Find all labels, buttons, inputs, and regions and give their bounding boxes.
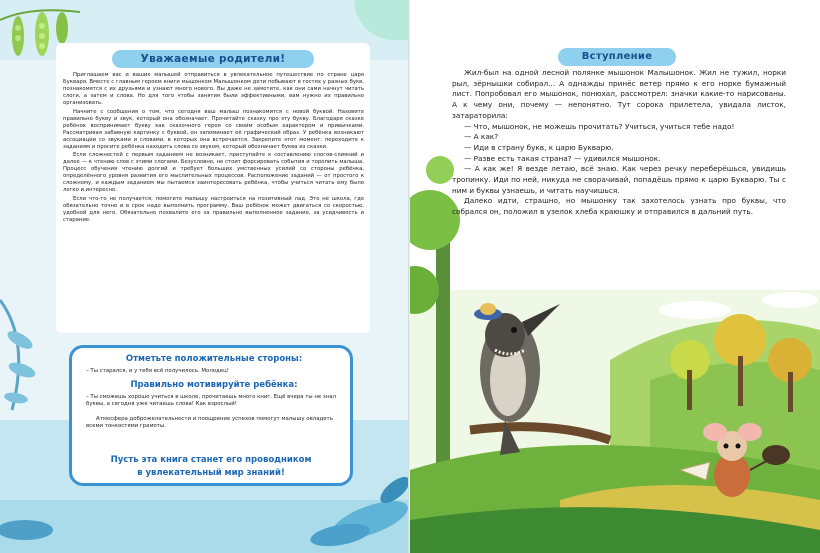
tip-text-atmosphere: Атмосфера доброжелательности и поощрение успехов помогут малышу овладеть всеми тонкостями грамоты. [86, 416, 333, 429]
story-paragraph: — А как же! Я везде летаю, всё знаю. Как через речку переберёшься, увидишь тропинку. Иди по ней, никуда не сворачивай, попадёшь прямо к царю Букварю. Ты с ним и буквы узнаешь, и читать научишься. [452, 164, 786, 195]
story-paragraph: — Иди в страну букв, к царю Букварю. [464, 142, 614, 152]
story-paragraph: — А как? [464, 132, 499, 142]
story-paragraph: Далеко идти, страшно, но мышонку так захотелось узнать про буквы, что собрался он, положил в узелок хлеба краюшку и отправился в дальний путь. [452, 196, 786, 217]
paragraph: Приглашаем вас и ваших малышей отправиться в увлекательное путешествие по стране царя Букваря. Вместе с главным героем книги мышонком Малышонком дети побывают в гостях у разных букв, познакомятся с их друзьями и узнают много нового. Вы даже не заметите, как они сами начнут читать слоги, а затем и слова. Но для того чтобы занятия были эффективными, вам нужно их правильно организовать. [63, 72, 364, 106]
right-page [410, 0, 820, 553]
story-paragraph: — Что, мышонок, не можешь прочитать? Учиться, учиться тебе надо! [464, 121, 735, 131]
tip-text-motivate: – Ты сможешь хорошо учиться в школе, прочитаешь много книг. Ещё вчера ты не знал буквы, а сегодня уже читаешь слова! Как взрослый! [86, 394, 337, 407]
paragraph: Начните с сообщения о том, что сегодня ваш малыш познакомится с новой буквой. Назовите правильно букву и звук, который она обозначает. Прочитайте сказку про эту букву. Благодаря сказке ребёнок воспринимает букву как сказочного героя со своим особым характером и привычками. Рассматривая забавную картинку с буквой, он запоминает её графический образ. У ребёнка возникают ассоциации со звуками и словами, в которых она встречается. Закрепите этот момент: переходите к заданиям и просите ребёнка находить слова со звуком, который обозначает буква из сказки. [63, 108, 364, 150]
tip-text-praise: – Ты старался, и у тебя всё получилось. Молодец! [86, 368, 229, 374]
tip-heading-motivate: Правильно мотивируйте ребёнка: [130, 380, 298, 390]
story-paragraph: — Разве есть такая страна? — удивился мышонок. [464, 153, 661, 163]
story-paragraph: Жил-был на одной лесной полянке мышонок Малышонок. Жил не тужил, норки рыл, зёрнышки собирал... А однажды принёс ветер прямо к его норке бумажный лист. Попробовал его мышонок, понюхал, рассмотрел: значки какие-то нарисованы. А к чему они, почему — непонятно. Тут сорока прилетела, увидала листок, затараторила: [452, 68, 786, 120]
story-text [452, 68, 786, 218]
leaf-decoration-left [0, 150, 60, 553]
left-body-text [63, 72, 364, 225]
closing-line-2: в увлекательный мир знаний! [137, 468, 285, 478]
closing-slogan [70, 454, 352, 480]
paragraph: Если что-то не получается, помогите малышу настроиться на позитивный лад. Это не школа, где обязательно точно и в срок надо выполнить программу. Ваш ребёнок может двигаться со скоростью, удобной для него. Обязательно похвалите его за правильно выполненное задание, за усидчивость и старание. [63, 195, 364, 223]
tip-heading-positive: Отметьте положительные стороны: [125, 354, 303, 364]
right-heading: Вступление [558, 48, 676, 66]
closing-line-1: Пусть эта книга станет его проводником [110, 455, 312, 465]
left-heading: Уважаемые родители! [112, 50, 314, 68]
paragraph: Если сложностей с первым заданием не возникает, приступайте к составлению слогов-слияний и далее — к чтению слов с этими слогами. Безусловно, не стоит форсировать события и торопить малыша. Процесс обучения чтению долгий и требует больших умственных усилий со стороны ребёнка, определённого уровня развития его мыслительных процессов. Расположение заданий — от простого к сложному, и каждым заданием мы пытаемся заинтересовать ребёнка, чтобы учиться читать ему было легко и интересно. [63, 152, 364, 193]
